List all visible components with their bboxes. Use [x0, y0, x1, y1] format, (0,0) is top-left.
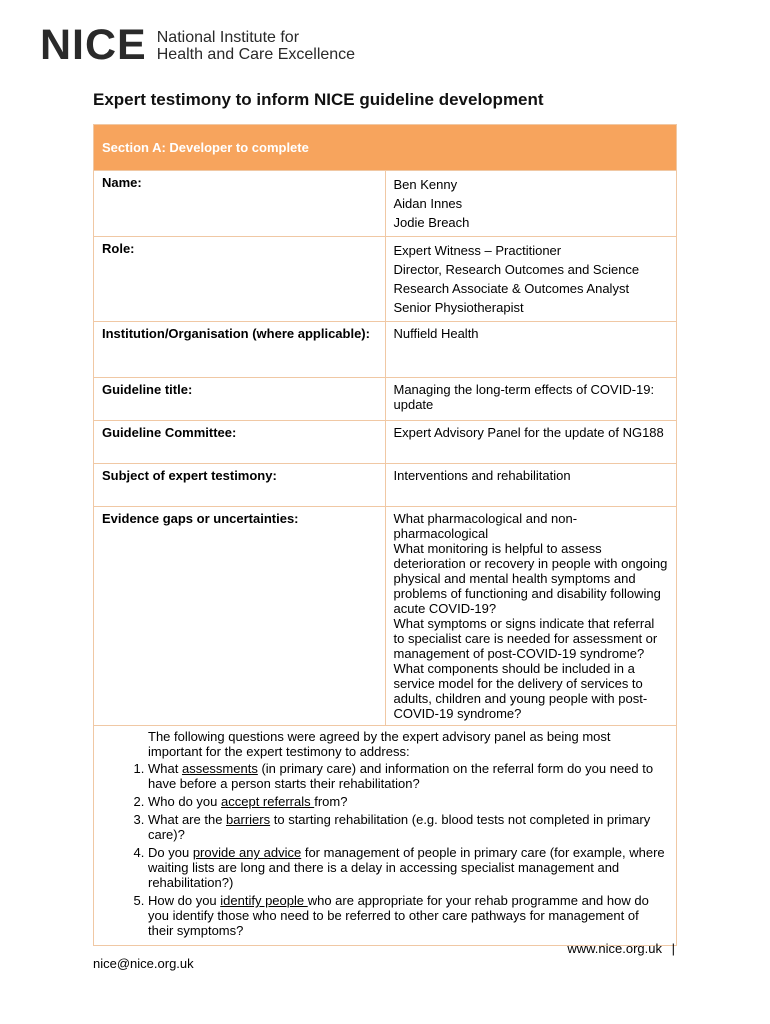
- gap-4: What components should be included in a service model for the delivery of services to adults, children and young people with post-COVID-19 syndrome?: [393, 661, 648, 721]
- footer-email[interactable]: nice@nice.org.uk: [93, 956, 194, 971]
- row-role: [94, 237, 677, 322]
- gap-1: What pharmacological and non-pharmacological: [393, 511, 578, 541]
- testimony-form: [93, 124, 677, 946]
- gap-2: What monitoring is helpful to assess deterioration or recovery in people with ongoing physical and mental health symptoms and problems of functioning and disability following acute COVID-19?: [393, 541, 668, 616]
- question-keyword: identify people: [220, 893, 308, 908]
- label-role: Role:: [94, 237, 386, 322]
- row-evidence-gaps: [94, 507, 677, 726]
- value-committee: Expert Advisory Panel for the update of NG188: [385, 421, 677, 464]
- gap-3: What symptoms or signs indicate that referral to specialist care is needed for assessment or management of post-COVID-19 syndrome?: [393, 616, 658, 661]
- question-item: 2. Who do you accept referrals from?: [148, 794, 666, 809]
- logo-mark: NICE: [40, 21, 147, 69]
- section-heading: Section A: Developer to complete: [94, 125, 677, 171]
- document-title: Expert testimony to inform NICE guideline development: [93, 90, 544, 109]
- question-keyword: accept referrals: [221, 794, 315, 809]
- row-institution: [94, 322, 677, 378]
- value-institution: Nuffield Health: [385, 322, 677, 378]
- role-4: Senior Physiotherapist: [393, 300, 524, 315]
- role-1: Expert Witness – Practitioner: [393, 243, 562, 258]
- value-evidence-gaps: [385, 507, 677, 726]
- footer-url[interactable]: [567, 941, 675, 956]
- question-keyword: provide any advice: [192, 845, 302, 860]
- label-committee: Guideline Committee:: [94, 421, 386, 464]
- label-guideline-title: Guideline title:: [94, 378, 386, 421]
- row-questions: [94, 726, 677, 946]
- value-subject: Interventions and rehabilitation: [385, 464, 677, 507]
- logo-line-1: National Institute for: [156, 28, 300, 46]
- footer-separator: |: [671, 941, 675, 956]
- logo-text: [157, 29, 355, 63]
- name-3: Jodie Breach: [393, 215, 470, 230]
- row-committee: [94, 421, 677, 464]
- label-subject: Subject of expert testimony:: [94, 464, 386, 507]
- row-guideline-title: [94, 378, 677, 421]
- question-item: 4. Do you provide any advice for management of people in primary care (for example, where waiting lists are long and there is a delay in accessing specialist management and rehabilitation?): [148, 845, 666, 890]
- label-name: Name:: [94, 171, 386, 237]
- value-role: [385, 237, 677, 322]
- question-item: 5. How do you identify people who are appropriate for your rehab programme and how do you identify those who need to be referred to other care pathways for management of their symptoms?: [148, 893, 666, 938]
- logo-line-2: Health and Care Excellence: [156, 45, 356, 63]
- row-name: [94, 171, 677, 237]
- questions-list: [112, 761, 666, 938]
- value-name: [385, 171, 677, 237]
- value-guideline-title: Managing the long-term effects of COVID-19: update: [385, 378, 677, 421]
- role-2: Director, Research Outcomes and Science: [393, 262, 640, 277]
- question-item: 3. What are the barriers to starting rehabilitation (e.g. blood tests not completed in primary care)?: [148, 812, 666, 842]
- questions-intro: The following questions were agreed by the expert advisory panel as being most important for the expert testimony to address:: [148, 729, 611, 759]
- row-subject: [94, 464, 677, 507]
- questions-cell: [94, 726, 677, 946]
- name-2: Aidan Innes: [393, 196, 463, 211]
- role-3: Research Associate & Outcomes Analyst: [393, 281, 630, 296]
- name-1: Ben Kenny: [393, 177, 458, 192]
- question-keyword: barriers: [226, 812, 271, 827]
- section-header-row: [94, 125, 677, 171]
- footer-url-text[interactable]: www.nice.org.uk: [567, 941, 662, 956]
- label-institution: Institution/Organisation (where applicable):: [94, 322, 386, 378]
- question-item: 1. What assessments (in primary care) and information on the referral form do you need to have before a person starts their rehabilitation?: [148, 761, 666, 791]
- question-keyword: assessments: [181, 761, 258, 776]
- label-evidence-gaps: Evidence gaps or uncertainties:: [94, 507, 386, 726]
- nice-logo: [40, 21, 356, 69]
